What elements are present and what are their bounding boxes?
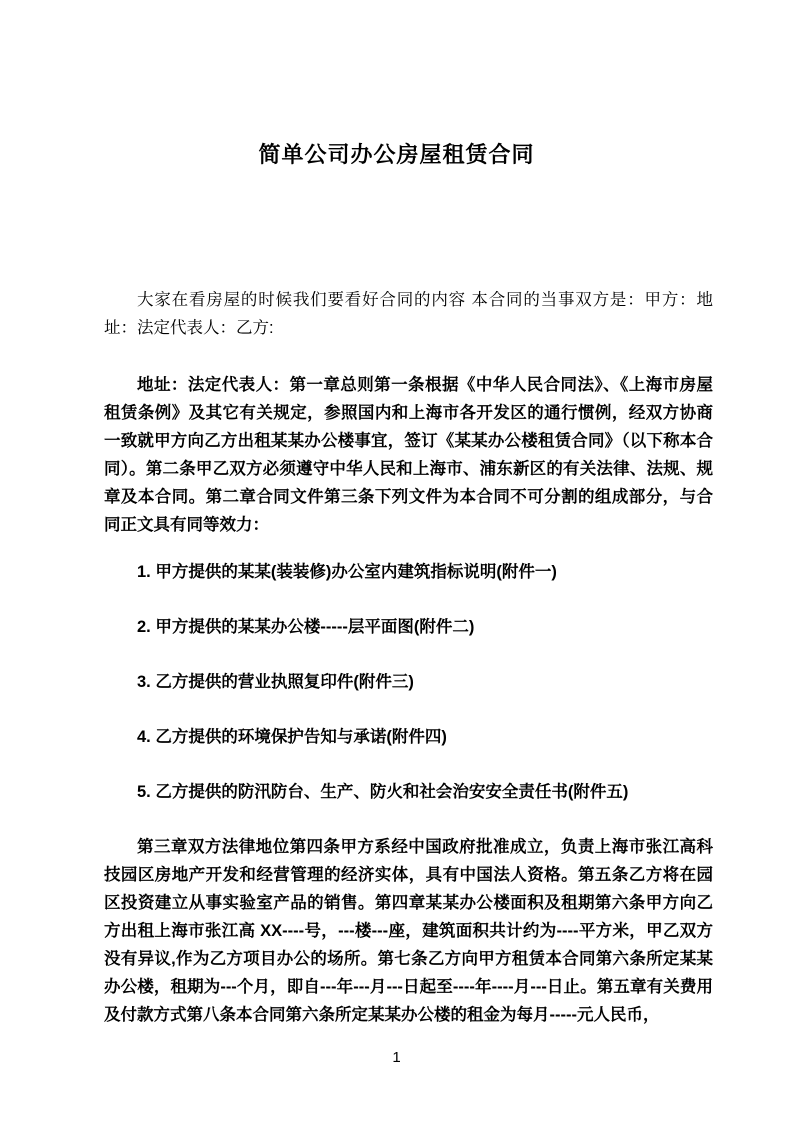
attachment-item-4: 4. 乙方提供的环境保护告知与承诺(附件四)	[137, 728, 447, 746]
document-title: 简单公司办公房屋租赁合同	[258, 142, 535, 167]
closing-paragraph: 第三章双方法律地位第四条甲方系经中国政府批准成立，负责上海市张江高科技园区房地产开发和经营管理的经济实体，具有中国法人资格。第五条乙方将在园区投资建立从事实验室产品的销售。第四章某某办公楼面积及租期第六条甲方向乙方出租上海市张江高 XX----号，---楼---座，建筑面积共计约为----平方米，甲乙双方没有异议,作为乙方项目办公的场所。第七条乙方向甲方租赁本合同第六条所定某某办公楼，租期为---个月，即自---年---月---日起至----年----月---日止。第五章有关费用及付款方式第八条本合同第六条所定某某办公楼的租金为每月-----元人民币，	[104, 838, 713, 1024]
terms-paragraph: 地址：法定代表人：第一章总则第一条根据《中华人民合同法》、《上海市房屋租赁条例》及其它有关规定，参照国内和上海市各开发区的通行惯例，经双方协商一致就甲方向乙方出租某某办公楼事宜，签订《某某办公楼租赁合同》（以下称本合同）。第二条甲乙双方必须遵守中华人民和上海市、浦东新区的有关法律、法规、规章及本合同。第二章合同文件第三条下列文件为本合同不可分割的组成部分，与合同正文具有同等效力：	[104, 376, 713, 534]
attachment-list	[104, 558, 713, 806]
attachment-item-3: 3. 乙方提供的营业执照复印件(附件三)	[137, 673, 414, 691]
page-footer	[0, 1048, 793, 1068]
intro-paragraph: 大家在看房屋的时候我们要看好合同的内容 本合同的当事双方是：甲方：地址：法定代表人：乙方:	[104, 291, 713, 337]
attachment-item-1: 1. 甲方提供的某某(装装修)办公室内建筑指标说明(附件一)	[137, 563, 557, 581]
page-number: 1	[392, 1049, 401, 1066]
attachment-item-5: 5. 乙方提供的防汛防台、生产、防火和社会治安安全责任书(附件五)	[137, 783, 629, 801]
attachment-item-2: 2. 甲方提供的某某办公楼-----层平面图(附件二)	[137, 618, 475, 636]
